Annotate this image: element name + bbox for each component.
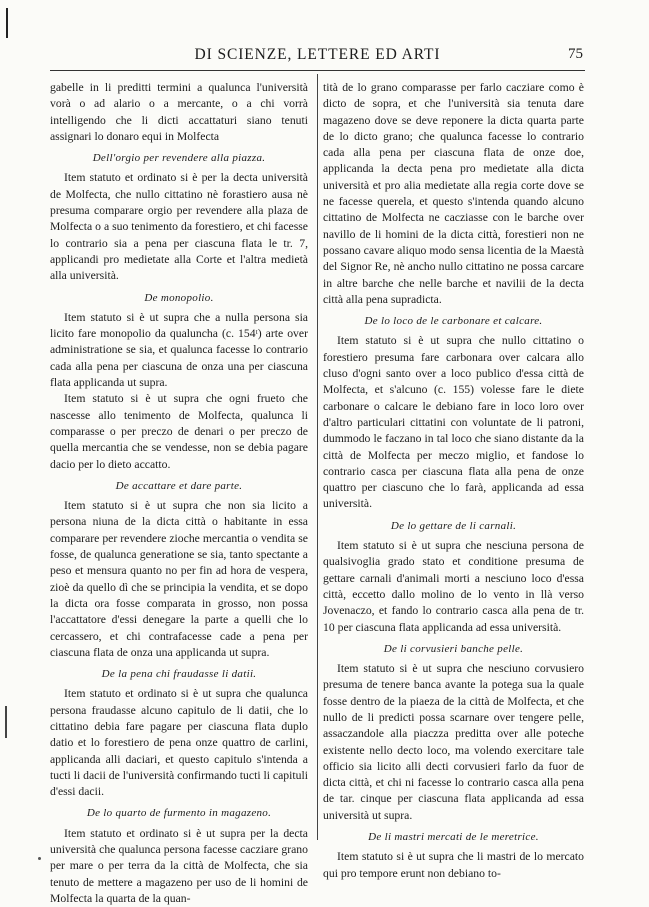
section-heading: De lo quarto de furmento in magazeno.	[86, 807, 272, 820]
paragraph: Item statuto si è ut supra che nullo cittatino o forestiero presuma fare carbonara over calcara allo cluso d'ogni santo over a loco publico d'essa città de Molfecta, et s'alcuno (c. 155) volesse fare le diete carbonare o calcare le debiano fare in loco loro over d'altro particulari cittatini con voluntate de li patroni, dummodo le faczano in tal loco che siano distante da la città de Molfecta per meczo miglio, et fandose lo contrario casca per ciascuna flata alla pena de onze quattro per ciascuno che lo farà, applicanda ad essa università.	[323, 334, 584, 511]
scan-edge-mark	[5, 706, 7, 738]
paragraph: Item statuto et ordinato si è ut supra che qualunca persona fraudasse alcuno capitulo de li datii, che lo cittatino debia fare pagare per ciascuna flata duplo datio et lo forestiero de pena onze quattro de carlini, applicanda alli daciari, et questo capitulo s'intenda a tucti li dacii de l'università confirmando tucti li capituli d'essi dacii.	[50, 687, 308, 799]
paragraph: Item statuto si è ut supra che nesciuno corvusiero presuma de tenere banca avante la potega sua la quale fosse dentro de la piaeza de la città de Molfecta, et che nullo de li predicti possa scarnare over tengere pelle, assaczandole alla piaczza preditta over alle poteche existente nello decto loco, ma volendo exercitare tale officio sia licito alli decti corvusieri farlo da fuor de dicta città, et chi ni facesse lo contrario casca alla pena de tar. cinque per ciascuna flata applicanda ad essa università ut supra.	[323, 662, 584, 822]
paragraph: Item statuto et ordinato si è per la decta università de Molfecta, che nullo cittatino nè forastiero ausa nè presuma comparare orgio per revendere alla plaza de Molfecta o a suo tenimento da forestiero, et chi facesse lo contrario sia a pena per ciascuna flata le tr. 7, applicandi pro medietate alla Corte et l'altra medietà alla università.	[50, 171, 308, 283]
section-heading: De lo gettare de li carnali.	[390, 519, 517, 532]
paragraph: gabelle in li preditti termini a qualunca l'università vorà o ad alario o a mercante, o a chi vorrà intelligendo che li dicti accattaturi siano tenuti assignari lo donaro equi in Molfecta	[50, 81, 308, 143]
paragraph: Item statuto et ordinato si è ut supra per la decta università che qualunca persona facesse cacziare grano per mare o per terra da la città de Molfecta, che sia tenuto de mettere a magazeno per uso de li homini de Molfecta la quarta de la quan-	[50, 826, 308, 905]
paragraph: Item statuto si è ut supra che a nulla persona sia licito fare monopolio da qualuncha (c. 154ᵗ) arte over administratione se sia, et qualunca facesse lo contrario cada alla pena per ciascuna de onza una per ciascuna flata applicanda ut supra.	[50, 310, 308, 390]
section-heading: De li corvusieri banche pelle.	[383, 642, 524, 655]
paragraph: Item statuto si è ut supra che nesciuna persona de qualsivoglia grado stato et conditione presuma de gettare carnali d'animali morti a nesciuno loco d'essa città, eccetto dallo molino de lo vento in llà verso Jovenaczo, et fando lo contrario casca alla pena de tr. 10 per ciascuna flata applicanda ad essa università.	[323, 539, 584, 634]
section-heading: De la pena chi fraudasse li datii.	[101, 668, 257, 681]
page-number: 75	[568, 46, 583, 62]
running-header	[50, 44, 585, 71]
section-heading: Dell'orgio per revendere alla piazza.	[92, 152, 266, 165]
section-heading: De li mastri mercati de le meretrice.	[368, 831, 539, 844]
section-heading: De lo loco de le carbonare et calcare.	[364, 315, 543, 328]
paragraph: Item statuto si è ut supra che non sia licito a persona niuna de la dicta città o habitante in essa comparare per revendere zioche mercantia o vendita se fosse, de qualunca generatione se sia, tanto spectante a peso et mensura quanto no per fin ad hora de vespera, zioè da quello dì che se principia la vendita, et se dopo la dicta ora fosse comparata in grosso, non possa l'accattatore d'essi denegare la parte a quelli che lo cercassero, et chi contrafacesse cade a pena per ciascuna flata de onza una applicanda ut supra.	[50, 499, 308, 659]
paragraph: tità de lo grano comparasse per farlo cacziare como è dicto de sopra, et che l'università sia tenuta dare magazeno dove se deve reponere la dicta quarta parte de lo dicto grano; che qualunca facesse lo contrario cada alla pena per ciascuna flata de onze doe, applicanda la decta pena pro medietate alla dicta università et pro alia medietate alla regia corte dove se ne facesse querela, et questo s'intenda quando alcuno cittatino de Molfecta ne cacziasse con le barche over navillo de li homini de la dicta città, forestieri non ne possano cavare aliquo modo sensa licentia de la Maestà del Signor Re, nè ancho nullo cittatino ne possa carcare in altre barche che nelle barche et navilii de la decta città alla pena supradicta.	[323, 81, 584, 306]
left-column	[50, 80, 308, 907]
paragraph: Item statuto si è ut supra che li mastri de lo mercato qui pro tempore erunt non debiano to-	[323, 850, 584, 880]
running-title: DI SCIENZE, LETTERE ED ARTI	[194, 46, 441, 63]
column-divider	[317, 74, 318, 840]
right-column	[323, 80, 584, 882]
section-heading: De accattare et dare parte.	[115, 479, 243, 492]
scan-speck	[38, 857, 41, 860]
section-heading: De monopolio.	[144, 291, 214, 304]
paragraph: Item statuto si è ut supra che ogni frueto che nascesse allo tenimento de Molfecta, qualunca li comparasse o per preczo de denari o per preczo de quella mercantia che se vendesse, non se debia pagare dacio per lo dieto accatto.	[50, 392, 308, 471]
scan-edge-mark	[6, 8, 8, 38]
